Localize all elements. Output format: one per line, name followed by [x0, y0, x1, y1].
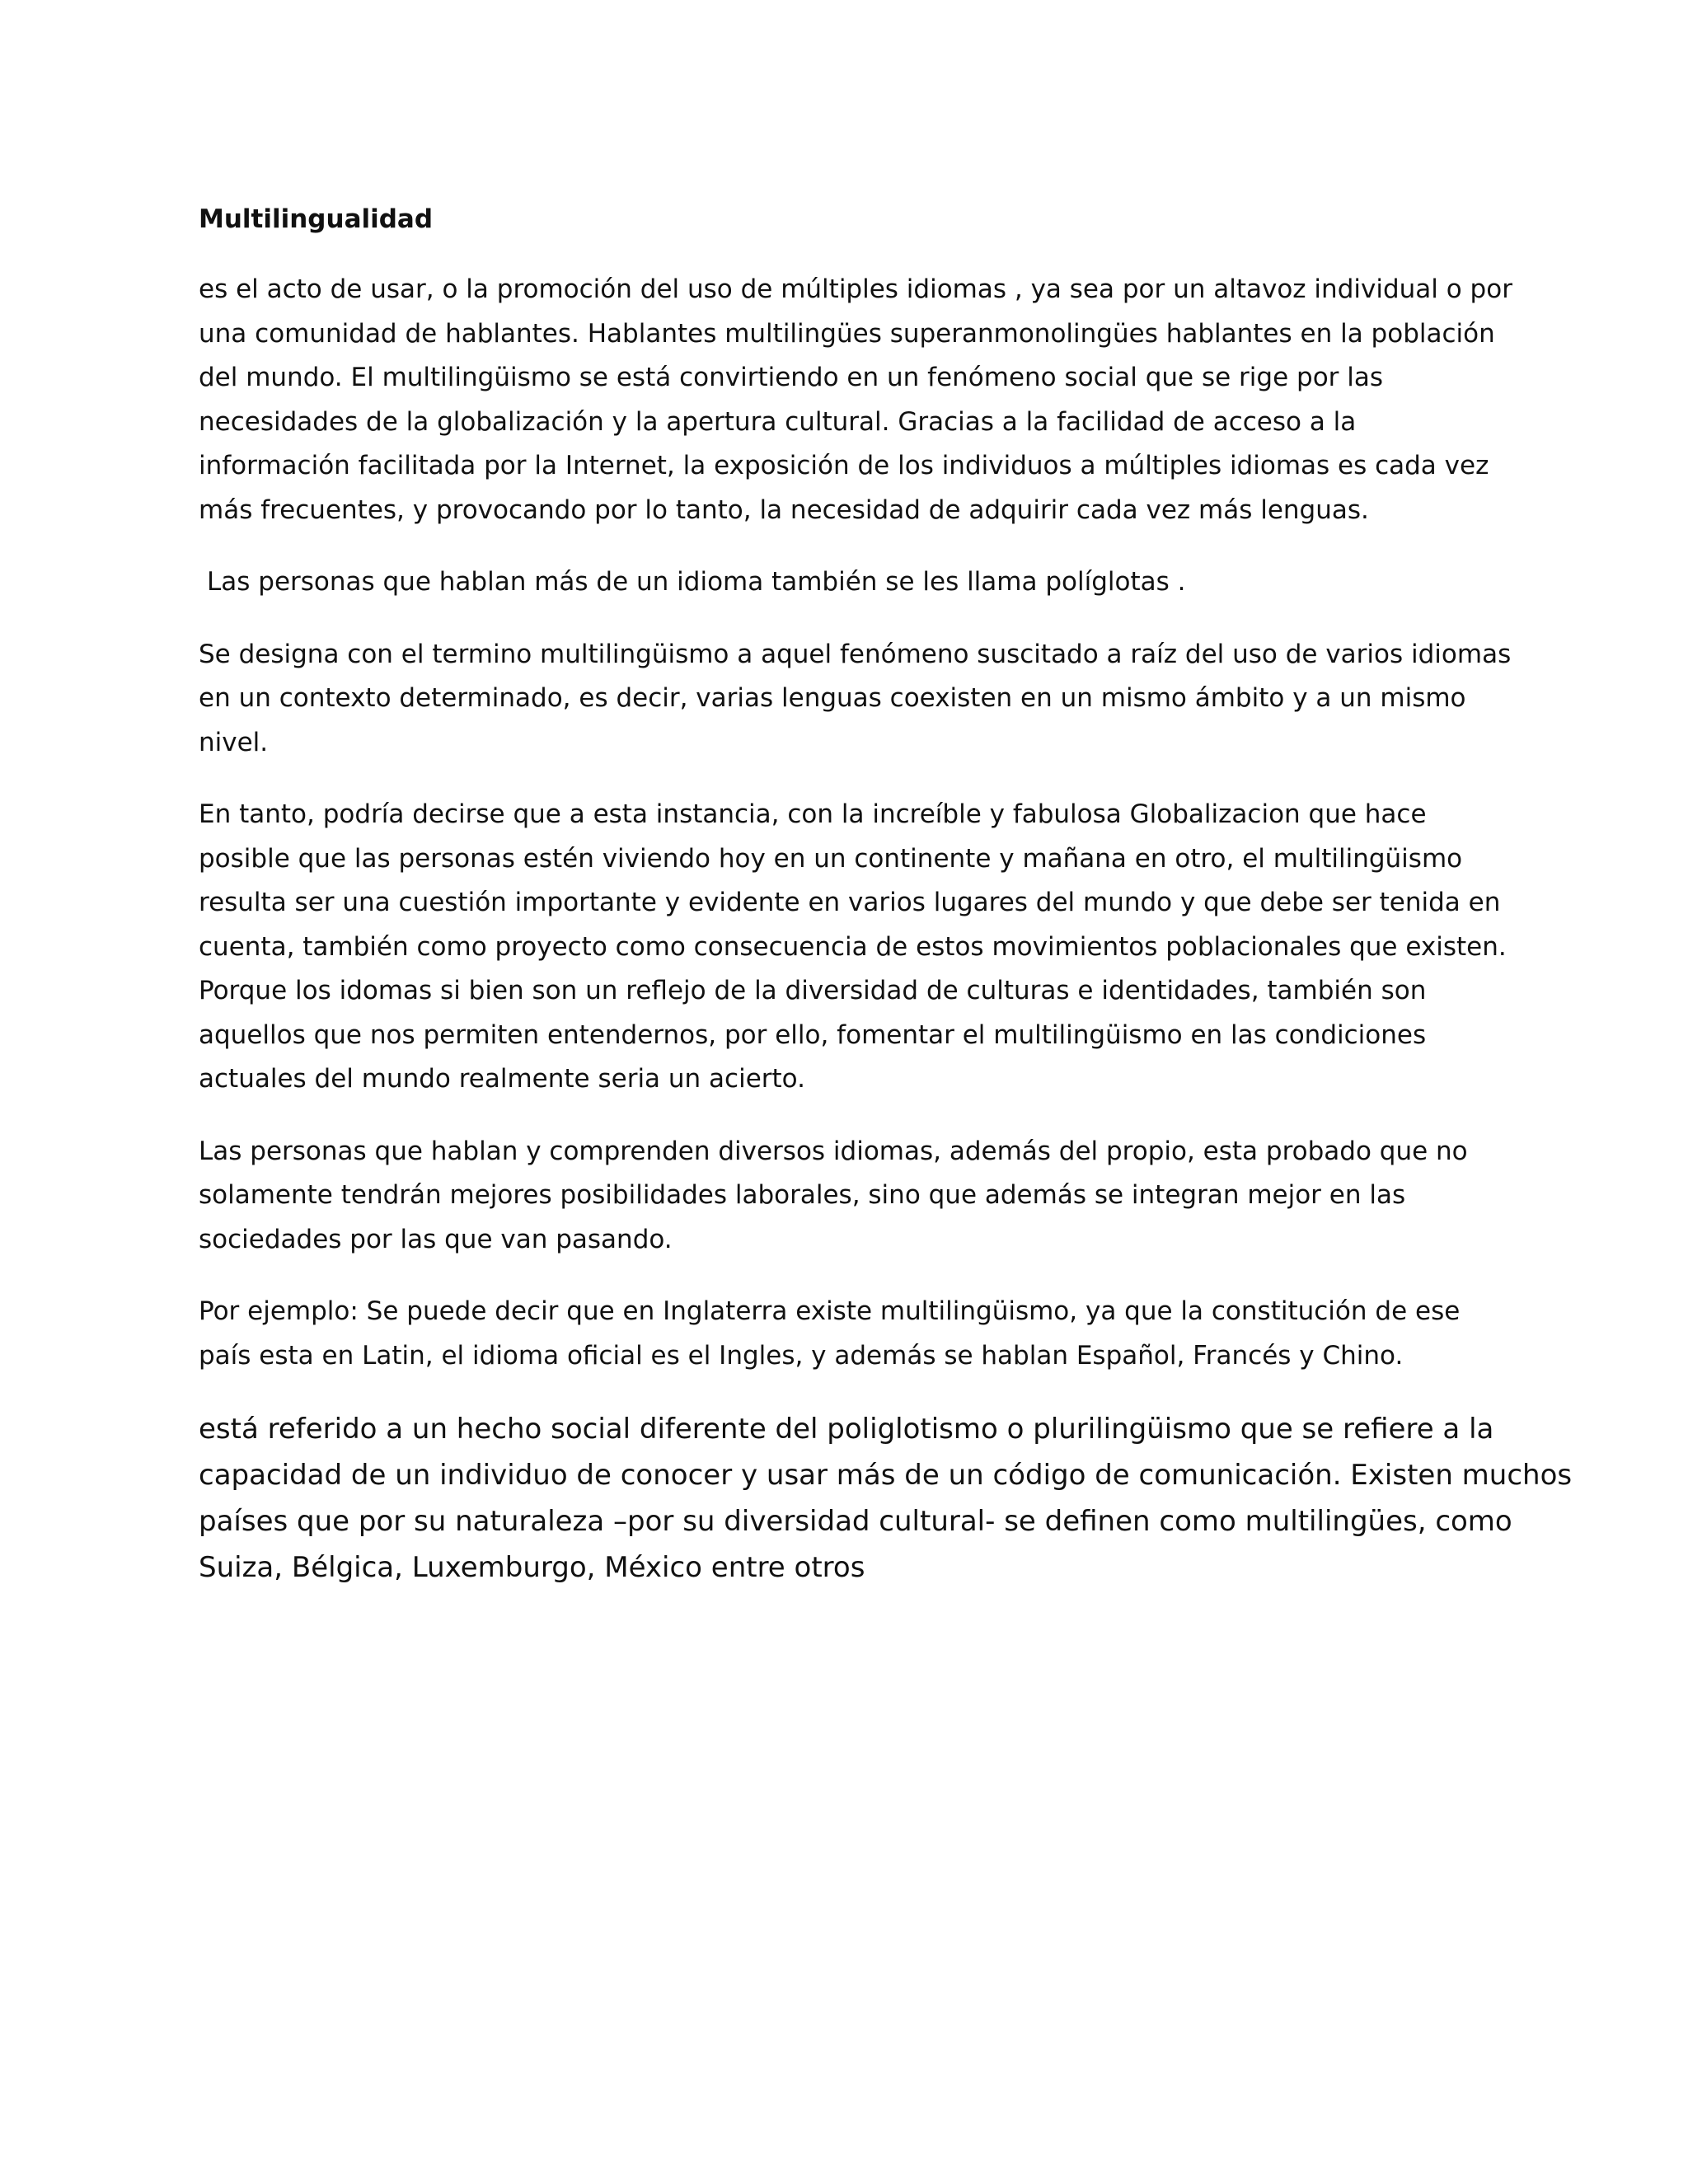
- text-line: países que por su naturaleza –por su diversidad cultural- se definen como multilingües, como: [199, 1505, 1512, 1538]
- text-line: Las personas que hablan y comprenden diversos idiomas, además del propio, esta probado que no: [199, 1136, 1468, 1166]
- text-line: aquellos que nos permiten entendernos, por ello, fomentar el multilingüismo en las condiciones: [199, 1019, 1427, 1050]
- text-line: posible que las personas estén viviendo hoy en un continente y mañana en otro, el multilingüismo: [199, 843, 1463, 874]
- text-line: cuenta, también como proyecto como consecuencia de estos movimientos poblacionales que existen.: [199, 931, 1507, 962]
- text-line: necesidades de la globalización y la apertura cultural. Gracias a la facilidad de acceso a la: [199, 406, 1357, 437]
- text-line: una comunidad de hablantes. Hablantes multilingües superanmonolingües hablantes en la población: [199, 318, 1495, 349]
- text-line: del mundo. El multilingüismo se está convirtiendo en un fenómeno social que se rige por las: [199, 363, 1384, 392]
- text-line: nivel.: [199, 727, 269, 757]
- paragraph-polyglots: [199, 560, 1501, 605]
- text-line: es el acto de usar, o la promoción del uso de múltiples idiomas , ya sea por un altavoz individual o por: [199, 274, 1512, 304]
- text-line: En tanto, podría decirse que a esta instancia, con la increíble y fabulosa Globalizacion que hace: [199, 799, 1427, 829]
- text-line: está referido a un hecho social diferente del poliglotismo o plurilingüismo que se refiere a la: [199, 1413, 1494, 1446]
- paragraph-example: [199, 1290, 1501, 1378]
- text-line: Se designa con el termino multilingüismo a aquel fenómeno suscitado a raíz del uso de varios idiomas: [199, 639, 1512, 669]
- text-line: Las personas que hablan más de un idioma también se les llama políglotas .: [207, 567, 1186, 597]
- paragraph-globalization: [199, 793, 1507, 1102]
- text-line: sociedades por las que van pasando.: [199, 1224, 673, 1254]
- text-line: Suiza, Bélgica, Luxemburgo, México entre otros: [199, 1551, 865, 1584]
- text-line: actuales del mundo realmente seria un acierto.: [199, 1064, 805, 1094]
- paragraph-social-fact: [199, 1406, 1573, 1591]
- text-line: solamente tendrán mejores posibilidades laborales, sino que además se integran mejor en las: [199, 1180, 1406, 1210]
- text-line: Por ejemplo: Se puede decir que en Inglaterra existe multilingüismo, ya que la constitución de ese: [199, 1296, 1461, 1326]
- text-line: capacidad de un individuo de conocer y usar más de un código de comunicación. Existen muchos: [199, 1459, 1573, 1492]
- paragraph-benefits: [199, 1130, 1501, 1263]
- paragraph-term: [199, 633, 1512, 766]
- text-line: en un contexto determinado, es decir, varias lenguas coexisten en un mismo ámbito y a un mismo: [199, 683, 1466, 713]
- text-line: más frecuentes, y provocando por lo tanto, la necesidad de adquirir cada vez más lenguas.: [199, 494, 1369, 525]
- text-line: información facilitada por la Internet, la exposición de los individuos a múltiples idiomas es cada vez: [199, 451, 1489, 480]
- text-line: país esta en Latin, el idioma oficial es el Ingles, y además se hablan Español, Francés y Chino.: [199, 1340, 1404, 1371]
- document-body: [199, 198, 1573, 1619]
- page-title: Multilingualidad: [199, 204, 434, 234]
- text-line: Porque los idomas si bien son un reflejo de la diversidad de culturas e identidades, también son: [199, 976, 1427, 1005]
- text-line: resulta ser una cuestión importante y evidente en varios lugares del mundo y que debe ser tenida en: [199, 888, 1501, 917]
- paragraph-definition: [199, 268, 1512, 532]
